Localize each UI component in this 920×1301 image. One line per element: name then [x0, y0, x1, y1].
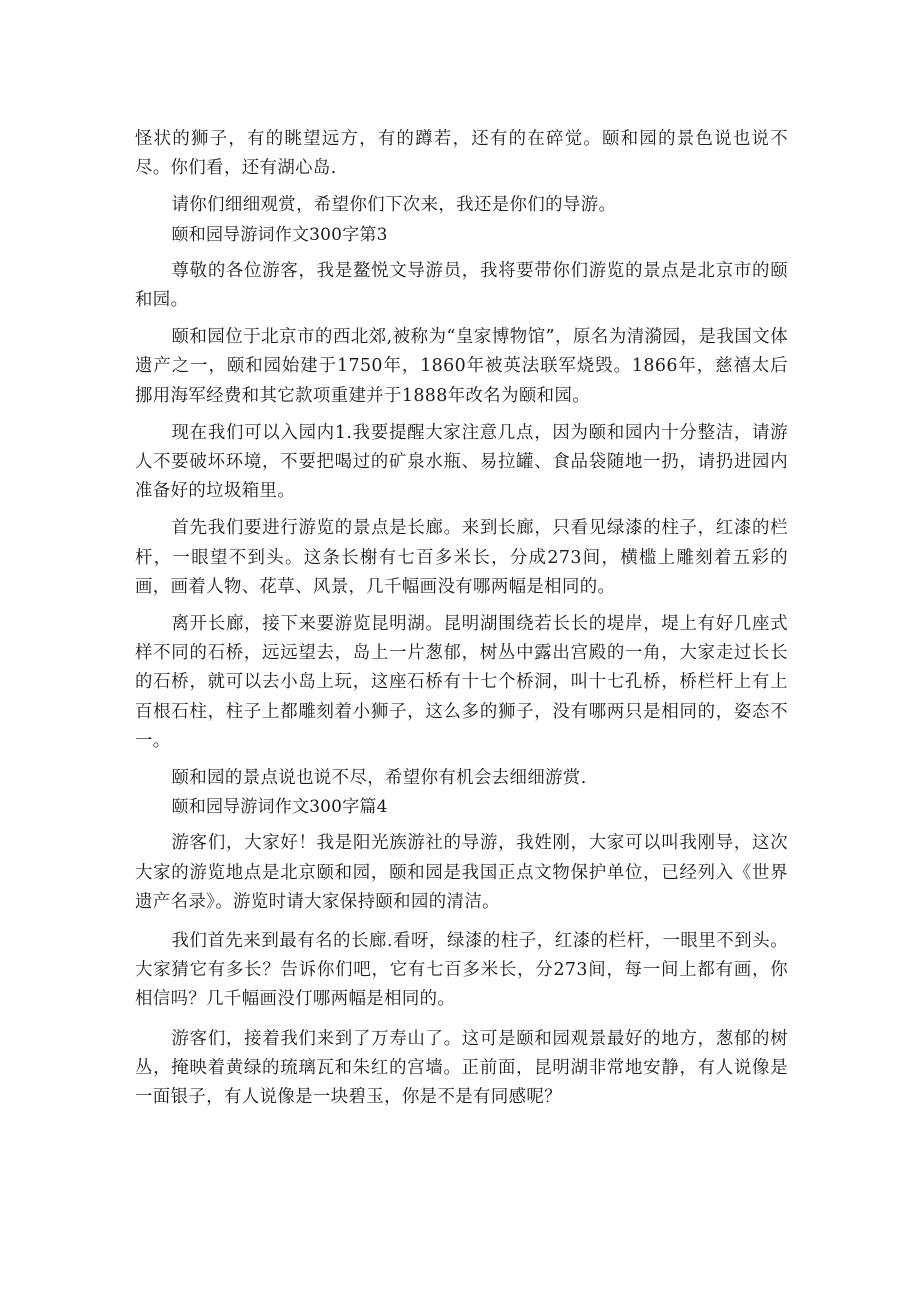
paragraph: 颐和园的景点说也说不尽，希望你有机会去细细游赏.: [171, 768, 587, 789]
paragraph: 首先我们要进行游览的景点是长廊。来到长廊，只看见绿漆的柱子，红漆的栏杆，一眼望不到头。这条长榭有七百多米长，分成273间，横槛上雕刻着五彩的画，画着人物、花草、风景，几千幅画没有哪两幅是相同的。: [135, 518, 788, 597]
paragraph: 请你们细细观赏，希望你们下次来，我还是你们的导游。: [171, 195, 617, 216]
paragraph: 颐和园位于北京市的西北郊,被称为“皇家博物馆”，原名为清漪园，是我国文体遗产之一，颐和园始建于1750年，1860年被英法联军烧毁。1866年，慈禧太后挪用海军经费和其它款项重建并于1888年改名为颐和园。: [135, 327, 788, 406]
paragraph: 游客们，接着我们来到了万寿山了。这可是颐和园观景最好的地方，葱郁的树丛，掩映着黄绿的琉璃瓦和朱红的宫墙。正前面，昆明湖非常地安静，有人说像是一面银子，有人说像是一块碧玉，你是不是有同感呢？: [135, 1028, 788, 1108]
section-heading-3: 颐和园导游词作文300字第3: [171, 224, 388, 245]
paragraph: 现在我们可以入园内1.我要提醒大家注意几点，因为颐和园内十分整洁，请游人不要破坏环境，不要把喝过的矿泉水瓶、易拉罐、食品袋随地一扔，请扔进园内准备好的垃圾箱里。: [135, 422, 788, 502]
paragraph: 尊敬的各位游客，我是鳌悦文导游员，我将要带你们游览的景点是北京市的颐和园。: [135, 260, 788, 311]
section-heading-4: 颐和园导游词作文300字篇4: [171, 797, 388, 818]
paragraph: 我们首先来到最有名的长廊.看呀，绿漆的柱子，红漆的栏杆，一眼里不到头。大家猜它有多长？告诉你们吧，它有七百多米长，分273间，每一间上都有画，你相信吗？几千幅画没仃哪两幅是相同的。: [135, 931, 788, 1010]
paragraph: 游客们，大家好！我是阳光族游社的导游，我姓刚，大家可以叫我刚导，这次大家的游览地点是北京颐和园，颐和园是我国正点文物保护单位，已经列入《世界遗产名录》。游览时请大家保持颐和园的清洁。: [135, 833, 788, 912]
paragraph: 离开长廊，接下来要游览昆明湖。昆明湖围绕若长长的堤岸，堤上有好几座式样不同的石桥，远远望去，岛上一片葱郁，树丛中露出宫殿的一角，大家走过长长的石桥，就可以去小岛上玩，这座石桥有十七个桥洞，叫十七孔桥，桥栏杆上有上百根石柱，柱子上都雕刻着小狮子，这么多的狮子，没有哪两只是相同的，姿态不一。: [135, 614, 788, 751]
paragraph-continued: 怪状的狮子，有的眺望远方，有的蹲若，还有的在碎觉。颐和园的景色说也说不尽。你们看，还有湖心岛.: [135, 129, 788, 179]
